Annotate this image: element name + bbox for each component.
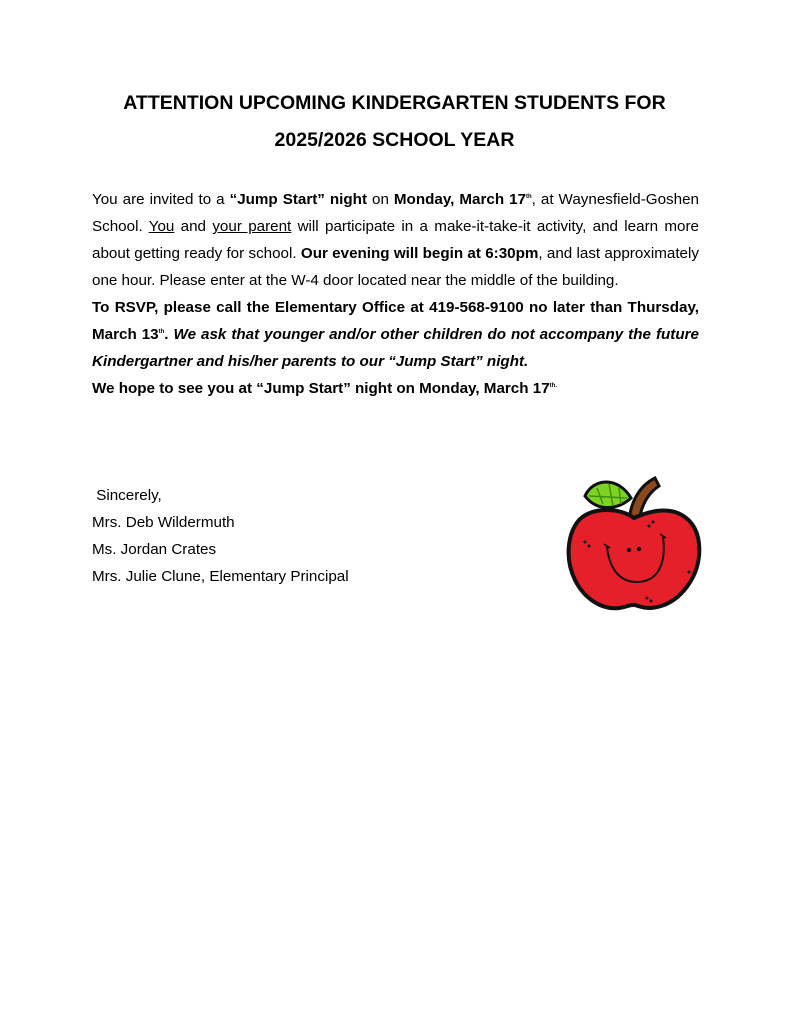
intro-text: You are invited to a: [92, 191, 230, 208]
signature-block: [92, 482, 349, 590]
signer-name: Mrs. Julie Clune, Elementary Principal: [92, 568, 349, 585]
intro-text: , at Waynesfield-Goshen School.: [92, 191, 699, 235]
intro-text: and: [174, 218, 213, 235]
ordinal-suffix: th: [158, 329, 165, 335]
signer-name: Ms. Jordan Crates: [92, 541, 217, 558]
ordinal-suffix: th.: [549, 383, 557, 389]
hope-text: We hope to see you at “Jump Start” night on Monday, March 17: [92, 380, 550, 397]
intro-text: on: [367, 191, 394, 208]
page-title-line-2: 2025/2026 SCHOOL YEAR: [274, 129, 515, 151]
intro-text: will participate in a make-it-take-it activity, and learn more about getting ready for school.: [92, 218, 699, 262]
ordinal-suffix: th: [526, 194, 532, 200]
page-title-line-1: ATTENTION UPCOMING KINDERGARTEN STUDENTS FOR: [123, 92, 666, 114]
signer-name: Mrs. Deb Wildermuth: [92, 514, 235, 531]
event-name: “Jump Start” night: [229, 191, 367, 208]
rsvp-text: To RSVP, please call the Elementary Office at 419-568-9100 no later than Thursday, March 13: [92, 299, 699, 343]
smiling-apple-icon: [563, 468, 705, 616]
letter-body: [92, 186, 699, 402]
event-date-text: Monday, March 17: [393, 191, 526, 208]
event-start-time: Our evening will begin at 6:30pm: [300, 245, 539, 262]
intro-paragraph: [92, 186, 699, 294]
underlined-your-parent: your parent: [212, 218, 292, 235]
intro-text: , and last approximately one hour. Please enter at the W-4 door located near the middle of the building.: [92, 245, 699, 289]
apple-body: [569, 510, 700, 608]
closing-hope-line: [92, 375, 699, 402]
children-notice: We ask that younger and/or other children do not accompany the future Kindergartner and his/her parents to our “Jump Start” night.: [92, 326, 699, 370]
rsvp-paragraph: [92, 294, 699, 375]
apple-leaf: [585, 482, 631, 508]
rsvp-text: .: [164, 326, 174, 343]
event-date: [394, 191, 532, 208]
underlined-you: You: [148, 218, 175, 235]
salutation: Sincerely,: [92, 487, 162, 504]
